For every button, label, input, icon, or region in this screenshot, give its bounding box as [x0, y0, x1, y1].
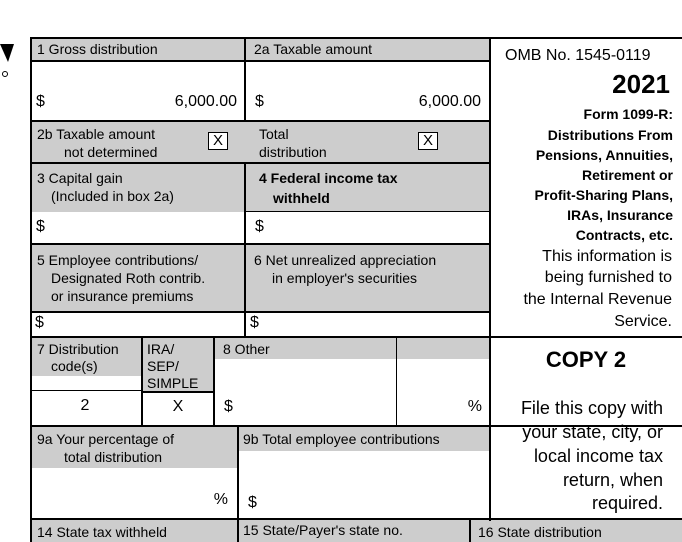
box7-label-line1: 7 Distribution — [37, 341, 119, 357]
form-title-line2: Pensions, Annuities, — [535, 147, 673, 163]
box6-label-line2: in employer's securities — [272, 270, 418, 286]
notice-line3: the Internal Revenue — [523, 291, 672, 308]
line-6 — [30, 336, 682, 338]
line-8 — [30, 518, 682, 520]
box2a-value[interactable]: 6,000.00 — [418, 93, 481, 110]
box8-label: 8 Other — [223, 341, 270, 357]
box7-label-line2: code(s) — [51, 358, 98, 374]
box9b-label: 9b Total employee contributions — [243, 431, 440, 447]
box9a-label-line2: total distribution — [64, 449, 163, 465]
box1-label: 1 Gross distribution — [37, 41, 158, 57]
box15-label: 15 State/Payer's state no. — [243, 522, 403, 538]
box2a-label: 2a Taxable amount — [254, 41, 373, 57]
box7-value[interactable]: 2 — [80, 397, 90, 414]
logo-mark — [0, 44, 16, 78]
form-title-line6: Contracts, etc. — [575, 227, 673, 243]
form-title-line1: Distributions From — [547, 127, 673, 143]
total-distribution-checkbox[interactable]: X — [418, 132, 438, 150]
form-title-line5: IRAs, Insurance — [567, 207, 673, 223]
box4-label-line2: withheld — [273, 190, 330, 206]
copy-line1: File this copy with — [520, 398, 663, 418]
box9a-label-line1: 9a Your percentage of — [37, 431, 175, 447]
total-distribution-label-line2: distribution — [259, 144, 327, 160]
vline-mid-upper — [244, 37, 246, 122]
copy-line5: required. — [591, 493, 663, 513]
form-name: Form 1099-R: — [583, 106, 673, 122]
box5-label-line2: Designated Roth contrib. — [51, 270, 206, 286]
omb-number: OMB No. 1545-0119 — [505, 47, 651, 64]
line-5 — [30, 311, 491, 313]
copy-line3: local income tax — [533, 446, 663, 466]
vline-right-col — [489, 37, 491, 521]
box2b-checkbox[interactable]: X — [208, 132, 228, 150]
ira-value[interactable]: X — [172, 398, 184, 415]
line-top — [30, 37, 682, 39]
box5-currency: $ — [35, 314, 44, 331]
vline-15 — [469, 518, 471, 542]
box8-currency: $ — [224, 398, 233, 415]
box2b-label-line2: not determined — [64, 144, 158, 160]
line-box7-bottom — [30, 390, 143, 391]
line-4 — [30, 243, 491, 245]
box9a-percent: % — [213, 491, 228, 508]
line-ira-bottom — [142, 391, 214, 393]
box16-label: 16 State distribution — [478, 524, 602, 540]
ira-label-line2: SEP/ — [147, 358, 179, 374]
box5-label-line3: or insurance premiums — [51, 288, 194, 304]
vline-ira — [213, 336, 215, 426]
line-1 — [30, 60, 491, 62]
vline-pct8 — [396, 336, 397, 426]
box1-value[interactable]: 6,000.00 — [174, 93, 237, 110]
box14-label: 14 State tax withheld — [37, 524, 167, 540]
total-distribution-label-line1: Total — [259, 126, 289, 142]
box5-label-line1: 5 Employee contributions/ — [37, 252, 199, 268]
box2a-currency: $ — [255, 93, 264, 110]
copy-line4: return, when — [562, 470, 663, 490]
vline-9b — [237, 425, 239, 520]
ira-label-line3: SIMPLE — [147, 375, 199, 391]
box1-currency: $ — [36, 93, 45, 110]
notice-line1: This information is — [542, 248, 672, 265]
line-2 — [30, 120, 491, 122]
tax-year: 2021 — [612, 69, 670, 99]
form-title-line4: Profit-Sharing Plans, — [534, 187, 673, 203]
notice-line2: being furnished to — [544, 269, 672, 286]
box3-label-line1: 3 Capital gain — [37, 170, 123, 186]
box3-currency: $ — [36, 218, 45, 235]
copy-label: COPY 2 — [545, 347, 627, 372]
box4-currency: $ — [255, 218, 264, 235]
vline-14 — [237, 518, 239, 542]
copy-line2: your state, city, or — [522, 422, 663, 442]
ira-label-line1: IRA/ — [147, 341, 175, 357]
box4-label-line1: 4 Federal income tax — [259, 170, 398, 186]
line-box4-sub — [245, 211, 490, 212]
box3-label-line2: (Included in box 2a) — [51, 188, 174, 204]
form-title-line3: Retirement or — [581, 167, 673, 183]
line-3 — [30, 162, 491, 164]
vline-left — [30, 37, 32, 542]
box9b-currency: $ — [248, 494, 257, 511]
notice-line4: Service. — [614, 313, 672, 330]
vline-mid-2 — [244, 162, 246, 337]
box2b-label-line1: 2b Taxable amount — [37, 126, 156, 142]
vline-box7 — [141, 336, 143, 426]
box8-percent: % — [467, 398, 482, 415]
box6-label-line1: 6 Net unrealized appreciation — [254, 252, 437, 268]
box6-currency: $ — [250, 314, 259, 331]
